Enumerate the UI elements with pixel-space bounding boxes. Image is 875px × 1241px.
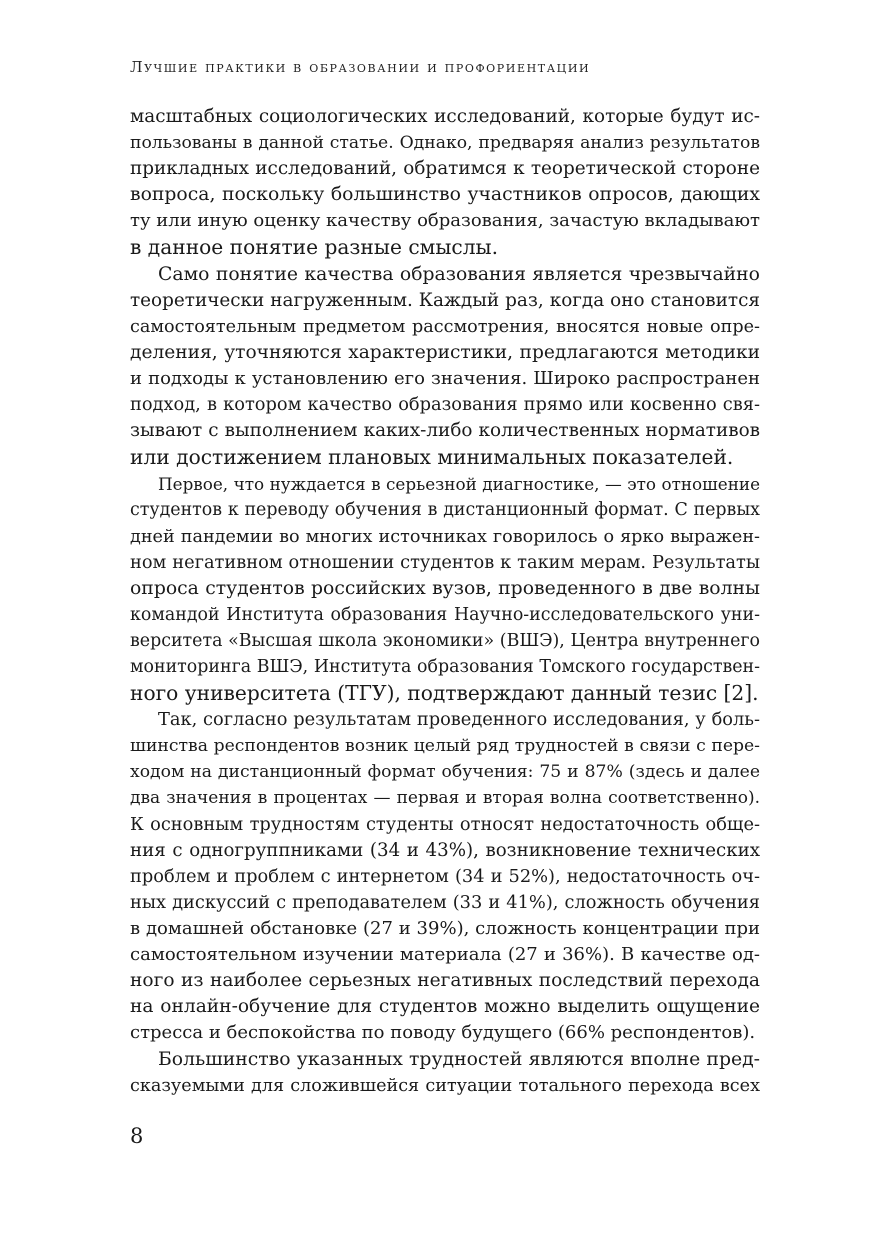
text-line: Само понятие качества образования является чрезвычайно [158, 263, 760, 285]
text-line: в домашней обстановке (27 и 39%), сложность концентрации при [130, 917, 760, 939]
paragraph [130, 707, 760, 1046]
text-line: самостоятельном изучении материала (27 и 36%). В качестве од- [130, 944, 760, 965]
text-line: студентов к переводу обучения в дистанционный формат. С первых [130, 500, 760, 521]
page-number: 8 [130, 1124, 144, 1148]
text-line: ных дискуссий с преподавателем (33 и 41%), сложность обучения [130, 891, 760, 913]
text-line: Большинство указанных трудностей являются вполне пред- [158, 1049, 760, 1071]
text-line: ту или иную оценку качеству образования, зачастую вкладывают [130, 210, 760, 232]
text-line: Первое, что нуждается в серьезной диагностике, — это отношение [158, 474, 760, 495]
text-line: мониторинга ВШЭ, Института образования Томского государствен- [130, 656, 760, 677]
paragraph [130, 262, 760, 471]
text-line: два значения в процентах — первая и вторая волна соответственно). [130, 788, 760, 809]
paragraph [130, 104, 760, 261]
text-line: масштабных социологических исследований, которые будут ис- [130, 106, 760, 127]
text-line: ходом на дистанционный формат обучения: 75 и 87% (здесь и далее [130, 762, 760, 783]
text-line: дней пандемии во многих источниках говорилось о ярко выражен- [130, 526, 760, 547]
text-line: ного из наиболее серьезных негативных последствий перехода [130, 970, 760, 992]
text-line: и подходы к установлению его значения. Широко распространен [130, 367, 760, 389]
body-text [130, 104, 760, 1100]
paragraph [130, 471, 760, 706]
text-line: проблем и проблем с интернетом (34 и 52%), недостаточность оч- [130, 865, 760, 887]
text-line: ния с одногруппниками (34 и 43%), возникновение технических [130, 839, 760, 861]
text-line: подход, в котором качество образования прямо или косвенно свя- [130, 394, 760, 416]
text-line: деления, уточняются характеристики, предлагаются методики [130, 341, 760, 363]
text-line: шинства респондентов возник целый ряд трудностей в связи с пере- [130, 736, 760, 757]
text-line: теоретически нагруженным. Каждый раз, когда оно становится [130, 289, 760, 311]
running-head: Лучшие практики в образовании и профориентации [130, 58, 591, 76]
text-line: пользованы в данной статье. Однако, предваряя анализ результатов [130, 133, 760, 154]
text-line: стресса и беспокойства по поводу будущего (66% респондентов). [130, 1022, 756, 1044]
text-line: прикладных исследований, обратимся к теоретической стороне [130, 158, 760, 180]
text-line: опроса студентов российских вузов, проведенного в две волны [130, 577, 760, 599]
text-line: командой Института образования Научно-исследовательского уни- [130, 604, 760, 625]
text-line: в данное понятие разные смыслы. [130, 235, 499, 260]
text-line: зывают с выполнением каких-либо количественных нормативов [130, 420, 760, 442]
text-line: верситета «Высшая школа экономики» (ВШЭ), Центра внутреннего [130, 630, 760, 651]
text-line: самостоятельным предметом рассмотрения, вносятся новые опре- [130, 316, 760, 337]
text-line: ном негативном отношении студентов к таким мерам. Результаты [130, 551, 760, 573]
text-line: или достижением плановых минимальных показателей. [130, 445, 734, 470]
text-line: вопроса, поскольку большинство участников опросов, дающих [130, 184, 760, 206]
text-line: ного университета (ТГУ), подтверждают данный тезис [2]. [130, 681, 759, 706]
text-line: Так, согласно результатам проведенного исследования, у боль- [158, 709, 760, 731]
text-line: К основным трудностям студенты относят недостаточность обще- [130, 813, 760, 835]
paragraph [130, 1047, 760, 1099]
text-line: на онлайн-обучение для студентов можно выделить ощущение [130, 996, 760, 1018]
text-line: сказуемыми для сложившейся ситуации тотального перехода всех [130, 1076, 760, 1097]
